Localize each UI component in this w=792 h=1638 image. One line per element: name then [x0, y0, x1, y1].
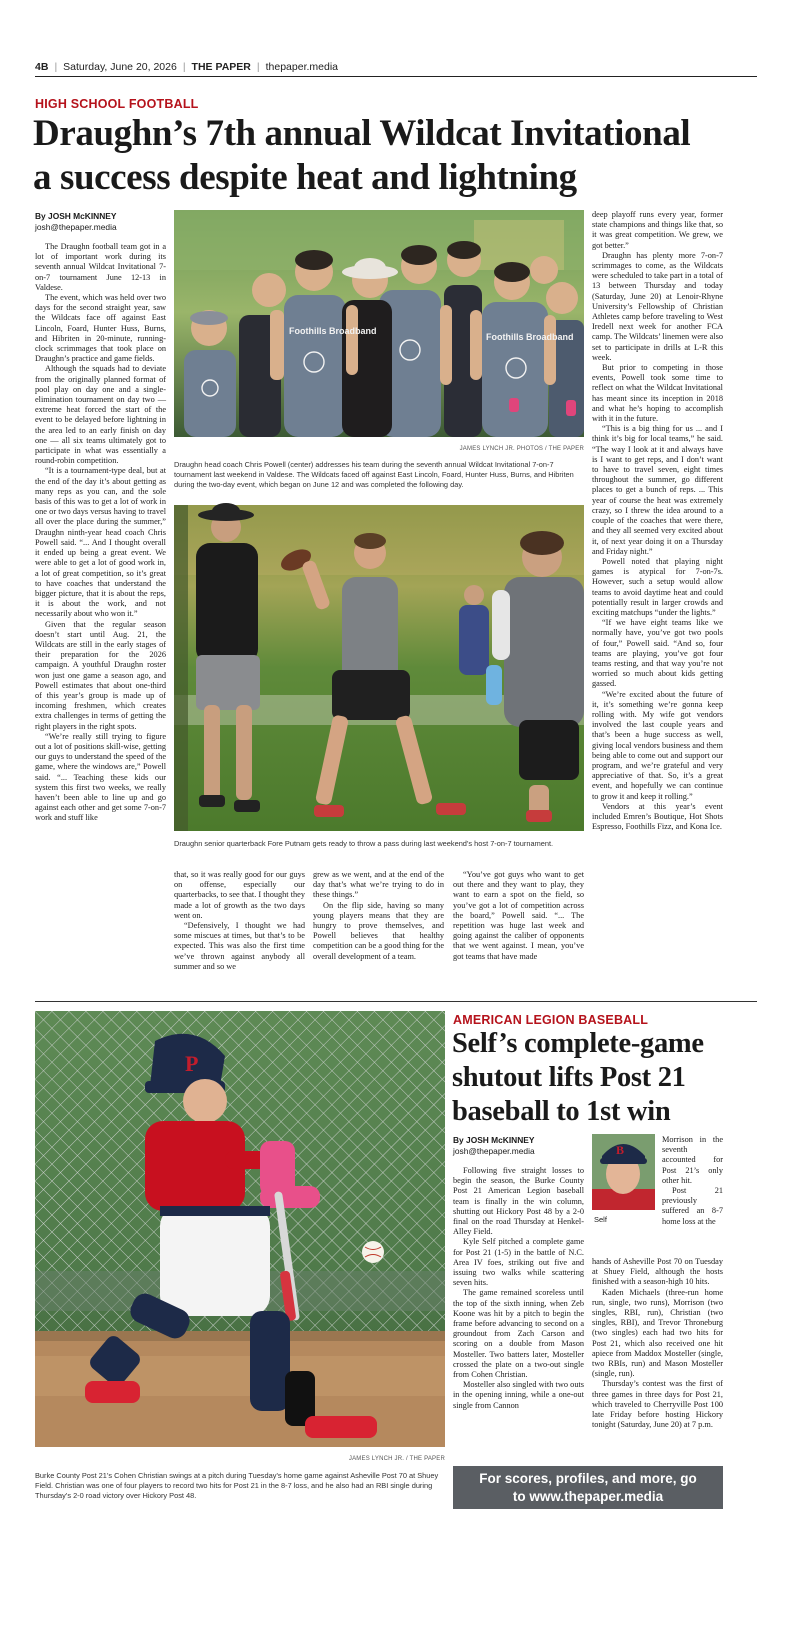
page-folio: 4B | Saturday, June 20, 2026 | THE PAPER | thepaper.media [35, 61, 338, 73]
paper-site: thepaper.media [265, 61, 338, 73]
paragraph: that, so it was really good for our guys on offense, especially our quarterbacks, to see that. I thought they made a lot of growth as the two days went on. [174, 870, 305, 920]
paragraph: Kyle Self pitched a complete game for Post 21 (1-5) in the battle of N.C. Area IV foes, striking out five and issuing two walks while scattering seven hits. [453, 1237, 584, 1288]
story2-kicker: AMERICAN LEGION BASEBALL [453, 1013, 649, 1027]
quarterback-photo [174, 505, 584, 831]
story1-kicker: HIGH SCHOOL FOOTBALL [35, 97, 199, 111]
story2-headline: Self’s complete-game shutout lifts Post 21 baseball to 1st win [452, 1028, 704, 1127]
shirt-text-1: Foothills Broadband [289, 326, 377, 336]
paragraph: “We’re really still trying to figure out a lot of positions skill-wise, getting our guys to understand the speed of the game, where the windows are,” Powell said. “... Teaching these kids our system this first two weeks, we really haven’t been able to line up and go against each other and get some 7-on-7 work and stuff like [35, 731, 166, 823]
paper-name: THE PAPER [191, 61, 251, 73]
story1-column-3 [313, 870, 444, 990]
paragraph: Mosteller also singled with two outs in the opening inning, while a one-out single from Cannon [453, 1380, 584, 1410]
story1-email[interactable]: josh@thepaper.media [35, 222, 117, 232]
paragraph: The event, which was held over two days for the second straight year, saw the Wildcats face off against East Lincoln, Foard, Hunter Huss, Burns, and Hibriten in 20-minute, running-clock scrimmages that took place on Draughn’s practice and game fields. [35, 293, 166, 364]
paragraph: “We’re excited about the future of it, it’s something we’re gonna keep rolling with. My wife got vendors involved the last couple years and that’s been a huge success as well, giving local vendors business and them being able to come out and support our program, and we’re grateful and very appreciative of that. So, it’s a great event, and hopefully we can continue to grow it and keep it rolling.” [592, 689, 723, 801]
self-mugshot [592, 1134, 655, 1210]
photo3-credit: JAMES LYNCH JR. / THE PAPER [348, 1456, 445, 1462]
paragraph: Powell noted that playing night games is atypical for 7-on-7s. However, such a setup would allow teams to avoid daytime heat and could potentially result in larger crowds and exciting matchups “under the lights.” [592, 556, 723, 617]
mugshot-label: Self [594, 1215, 607, 1224]
paragraph: “Defensively, I thought we had some miscues at times, but that’s to be expected. This was also the first time we’ve thrown against anybody all summer and so we [174, 921, 305, 971]
paragraph: “This is a big thing for us ... and I think it’s big for local teams,” he said. “The way I look at it and always have is I want to get reps, and I don’t want to have to travel seven, eight times throughout the summer, go different places to get a bunch of reps. ... This year of course the heat was extremely crazy, so I threw the idea around to a couple of the coaches that were there, and they all seemed very excited about it, of next year doing it on a Thursday and Friday night.” [592, 424, 723, 556]
photo2-caption: Draughn senior quarterback Fore Putnam gets ready to throw a pass during last weekend’s host 7-on-7 tournament. [174, 839, 554, 848]
paragraph: Draughn has plenty more 7-on-7 scrimmages to come, as the Wildcats were scheduled to take part in a total of 13 between Thursday and today (Saturday, June 20) at Lenoir-Rhyne University’s Fellowship of Christian Athletes camp before traveling to West Iredell next week for another FCA camp. The Wildcats’ linemen were also set to participate in drills at L-R this week. [592, 250, 723, 362]
folio-rule [35, 76, 757, 77]
photo3-caption: Burke County Post 21’s Cohen Christian swings at a pitch during Tuesday’s home game against Asheville Post 70 at Shuey Field. Christian was one of four players to record two hits for Post 21 in the 8-7 loss, and he also had an RBI single during Thursday’s 2-0 road victory over Hickory Post 48. [35, 1471, 439, 1500]
paragraph: Morrison in the seventh accounted for Post 21’s only other hit. [662, 1135, 723, 1185]
paragraph: Given that the regular season doesn’t start until Aug. 21, the Wildcats are still in the early stages of their preparation for the 2026 campaign. A youthful Draughn roster won just one game a season ago, and Powell estimates that about one-third of this year’s group is made up of incoming freshmen, which creates extra challenges in terms of getting the right players in the right spots. [35, 619, 166, 731]
batter-photo [35, 1011, 445, 1447]
page-number: 4B [35, 61, 49, 73]
story2-byline: By JOSH McKINNEY josh@thepaper.media [453, 1135, 593, 1157]
photo1-credit: JAMES LYNCH JR. PHOTOS / THE PAPER [459, 446, 584, 452]
promo-banner[interactable]: For scores, profiles, and more, go to www.thepaper.media [453, 1466, 723, 1509]
paragraph: On the flip side, having so many young players means that they are hungry to prove themselves, and Powell believes that healthy competition can be a good thing for the overall development of a team. [313, 900, 444, 961]
paragraph: “It is a tournament-type deal, but at the end of the day it’s about getting as many reps as you can, and the sole basis of this was to get a lot of work in one or two days versus having to travel all over the place during the summer,” Draughn ninth-year head coach Chris Powell said. “... And I thought overall it ended up being a great event. We were able to get a lot of good work in, a lot of great competition, so it’s great to have coaches that understand the bigger picture, that it is about the reps, it is about the work, and not necessarily about who won it.” [35, 466, 166, 619]
story2-email[interactable]: josh@thepaper.media [453, 1146, 535, 1156]
story1-column-5 [592, 210, 723, 990]
svg-text:P: P [185, 1051, 199, 1076]
shirt-text-2: Foothills Broadband [486, 332, 574, 342]
team-huddle-photo [174, 210, 584, 437]
paragraph: grew as we went, and at the end of the day that’s what we’re trying to do in these things.” [313, 870, 444, 900]
paragraph: hands of Asheville Post 70 on Tuesday at Shuey Field, although the hosts finished with a season-high 10 hits. [592, 1257, 723, 1287]
paragraph: Although the squads had to deviate from the originally planned format of pool play on day one and a single-elimination tournament on day two — extreme heat forced the start of the event to be delayed before lightning in the area led to an early finish on day one — all six teams ultimately got to participate in what was essentially a round-robin competition. [35, 364, 166, 466]
paragraph: But prior to competing in those events, Powell took some time to reflect on what the Wildcat Invitational has meant since its inception in 2018 and what he’s hoping to accomplish with it in the future. [592, 363, 723, 424]
paragraph: “If we have eight teams like we normally have, you’ve got two pools of four,” Powell said. “And so, four teams are playing, you’ve got four teams resting, and that way you’re not worried so much about kids getting gassed. [592, 618, 723, 689]
paragraph: Vendors at this year’s event included Emren’s Boutique, Hot Shots Espresso, Foothills Fizz, and Kona Ice. [592, 801, 723, 832]
paragraph: “You’ve got guys who want to get out there and they want to play, they want to earn a spot on the field, so you’ve got a lot of competition across the board,” Powell said. “... The repetition was huge last week and going against the caliber of opponents that we went against. I mean, you’ve got teams that have made [453, 870, 584, 961]
story2-column-1 [453, 1166, 584, 1456]
paragraph: The Draughn football team got in a lot of important work during its seventh annual Wildcat Invitational 7-on-7 tournament June 12-13 in Valdese. [35, 242, 166, 292]
story1-column-1 [35, 242, 166, 823]
story1-column-4 [453, 870, 584, 990]
section-divider [35, 1001, 757, 1002]
story1-column-2 [174, 870, 305, 990]
paragraph: deep playoff runs every year, former state champions and things like that, so it was great competition. We grew, we got better.” [592, 210, 723, 250]
paragraph: Following five straight losses to begin the season, the Burke County Post 21 American Legion baseball team is finally in the win column, shutting out Hickory Post 48 by a 2-0 final on the road Thursday at Henkel-Alley Field. [453, 1166, 584, 1237]
story1-headline: Draughn’s 7th annual Wildcat Invitational a success despite heat and lightning [33, 113, 691, 198]
story1-byline: By JOSH McKINNEY josh@thepaper.media [35, 211, 165, 233]
story2-column-2-bottom [592, 1257, 723, 1457]
svg-text:B: B [616, 1143, 625, 1157]
paragraph: The game remained scoreless until the top of the sixth inning, when Zeb Koone was hit by a pitch to begin the frame before advancing to second on a groundout from Zach Carson and scoring on a double from Mason Mosteller. Two batters later, Mosteller crossed the plate on a two-out single from Cohen Christian. [453, 1288, 584, 1380]
paragraph: Kaden Michaels (three-run home run, single, two runs), Morrison (two singles, RBI, run), Christian (two singles, RBI), and Trevor Throneburg (two singles) each had two hits for Post 21, which also received one hit apiece from Maddox Mosteller (single, two RBIs, run) and Mason Mosteller (single, run). [592, 1287, 723, 1379]
paragraph: Thursday’s contest was the first of three games in three days for Post 21, which traveled to Cherryville Post 100 late Friday before hosting Hickory tonight (Saturday, June 20) at 7 p.m. [592, 1379, 723, 1430]
photo1-caption: Draughn head coach Chris Powell (center) addresses his team during the seventh annual Wildcat Invitational 7-on-7 tournament last weekend in Valdese. The Wildcats faced off against East Lincoln, Foard, Hunter Huss, Burns, and Hibriten during the two-day event, which began on June 12 and was completed the following day. [174, 460, 574, 489]
story2-column-2-top [662, 1135, 723, 1255]
paragraph: Post 21 previously suffered an 8-7 home loss at the [662, 1186, 723, 1226]
issue-date: Saturday, June 20, 2026 [63, 61, 177, 73]
